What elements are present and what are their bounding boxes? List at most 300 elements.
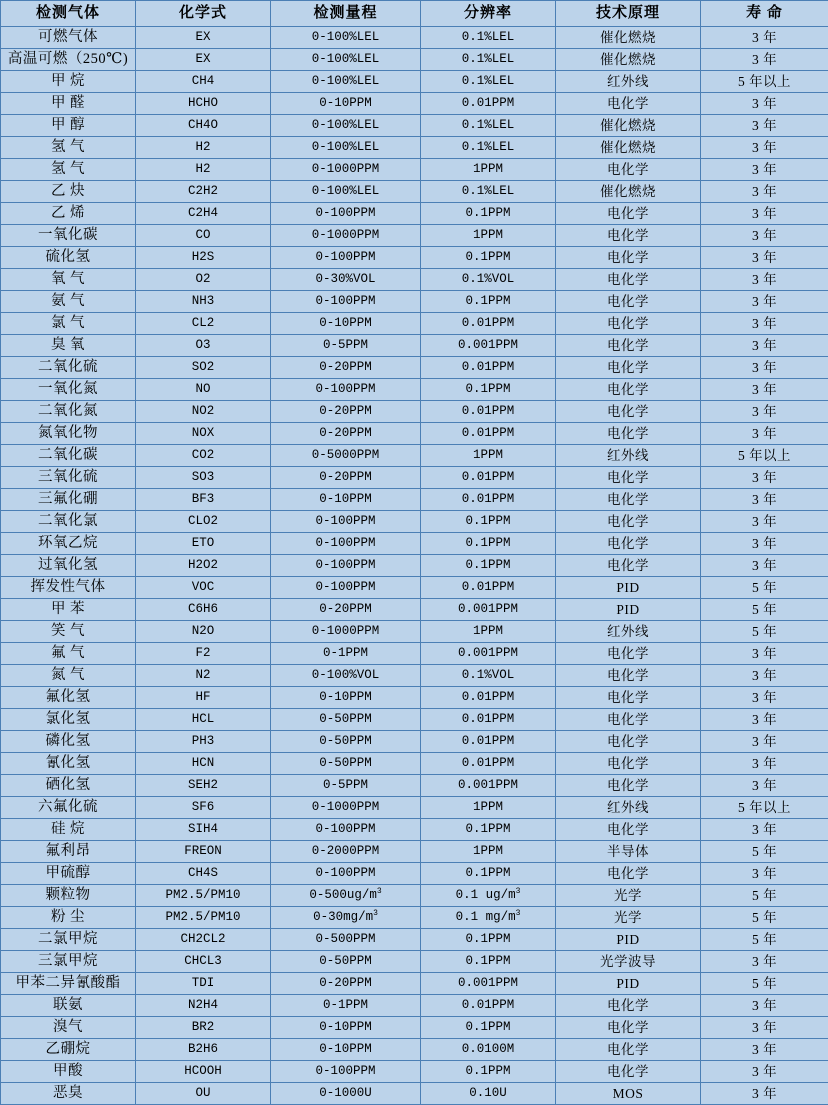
table-row: [1, 885, 828, 907]
cell-principle: 电化学: [556, 775, 701, 797]
cell-resolution: 0.01PPM: [421, 687, 556, 709]
table-row: [1, 951, 828, 973]
table-row: [1, 225, 828, 247]
cell-range: 0-100%LEL: [271, 115, 421, 137]
cell-life: 3 年: [701, 467, 828, 489]
table-row: [1, 775, 828, 797]
cell-life: 5 年: [701, 621, 828, 643]
cell-life: 5 年: [701, 929, 828, 951]
cell-resolution: 0.01PPM: [421, 731, 556, 753]
table-row: [1, 907, 828, 929]
cell-principle: 电化学: [556, 555, 701, 577]
cell-life: 3 年: [701, 181, 828, 203]
cell-principle: MOS: [556, 1083, 701, 1105]
cell-gas: 二氧化碳: [1, 445, 136, 467]
cell-range: 0-1PPM: [271, 643, 421, 665]
cell-formula: CO: [136, 225, 271, 247]
table-row: [1, 995, 828, 1017]
cell-life: 3 年: [701, 379, 828, 401]
cell-resolution: 0.1PPM: [421, 863, 556, 885]
cell-principle: 催化燃烧: [556, 27, 701, 49]
cell-formula: SEH2: [136, 775, 271, 797]
table-row: [1, 467, 828, 489]
cell-gas: 氰化氢: [1, 753, 136, 775]
cell-life: 3 年: [701, 731, 828, 753]
cell-formula: HCHO: [136, 93, 271, 115]
cell-resolution: 0.10U: [421, 1083, 556, 1105]
table-row: [1, 401, 828, 423]
cell-principle: 电化学: [556, 753, 701, 775]
cell-resolution: 1PPM: [421, 445, 556, 467]
cell-gas: 甲 醛: [1, 93, 136, 115]
cell-principle: 电化学: [556, 93, 701, 115]
cell-formula: HCL: [136, 709, 271, 731]
cell-resolution: 0.1PPM: [421, 555, 556, 577]
cell-range: 0-100PPM: [271, 555, 421, 577]
cell-resolution: 0.1PPM: [421, 819, 556, 841]
cell-resolution: 0.1PPM: [421, 379, 556, 401]
column-header-formula: 化学式: [136, 1, 271, 27]
cell-resolution: 0.1PPM: [421, 203, 556, 225]
cell-formula: H2: [136, 137, 271, 159]
cell-life: 3 年: [701, 291, 828, 313]
cell-range: 0-100PPM: [271, 247, 421, 269]
cell-formula: PM2.5/PM10: [136, 907, 271, 929]
cell-principle: 电化学: [556, 533, 701, 555]
cell-formula: CHCL3: [136, 951, 271, 973]
cell-principle: 电化学: [556, 489, 701, 511]
cell-life: 3 年: [701, 203, 828, 225]
cell-gas: 甲 醇: [1, 115, 136, 137]
table-row: [1, 27, 828, 49]
cell-gas: 氟化氢: [1, 687, 136, 709]
table-row: [1, 665, 828, 687]
cell-life: 3 年: [701, 423, 828, 445]
cell-resolution: 0.1PPM: [421, 1017, 556, 1039]
table-header: [1, 1, 828, 27]
cell-formula: SF6: [136, 797, 271, 819]
cell-gas: 乙 炔: [1, 181, 136, 203]
cell-principle: 半导体: [556, 841, 701, 863]
cell-formula: O2: [136, 269, 271, 291]
cell-life: 3 年: [701, 511, 828, 533]
cell-resolution: 1PPM: [421, 621, 556, 643]
cell-principle: 电化学: [556, 467, 701, 489]
cell-range: 0-100PPM: [271, 379, 421, 401]
table-row: [1, 489, 828, 511]
table-row: [1, 137, 828, 159]
cell-range: 0-50PPM: [271, 731, 421, 753]
cell-resolution: 0.1%LEL: [421, 181, 556, 203]
cell-gas: 甲硫醇: [1, 863, 136, 885]
cell-range: 0-500PPM: [271, 929, 421, 951]
cell-resolution: 0.0100M: [421, 1039, 556, 1061]
cell-range: 0-100%LEL: [271, 49, 421, 71]
cell-gas: 二氧化氯: [1, 511, 136, 533]
cell-principle: 电化学: [556, 687, 701, 709]
cell-principle: 电化学: [556, 401, 701, 423]
table-row: [1, 797, 828, 819]
cell-principle: 红外线: [556, 71, 701, 93]
table-row: [1, 49, 828, 71]
cell-range: 0-20PPM: [271, 401, 421, 423]
table-row: [1, 247, 828, 269]
table-row: [1, 115, 828, 137]
cell-resolution: 0.1PPM: [421, 533, 556, 555]
cell-gas: 过氧化氢: [1, 555, 136, 577]
cell-formula: H2: [136, 159, 271, 181]
cell-formula: NH3: [136, 291, 271, 313]
cell-resolution: 0.1%LEL: [421, 27, 556, 49]
cell-range: 0-100PPM: [271, 291, 421, 313]
cell-formula: C6H6: [136, 599, 271, 621]
cell-resolution: 0.01PPM: [421, 93, 556, 115]
cell-formula: SIH4: [136, 819, 271, 841]
cell-range: 0-5PPM: [271, 775, 421, 797]
cell-life: 5 年: [701, 599, 828, 621]
cell-principle: 电化学: [556, 819, 701, 841]
cell-life: 3 年: [701, 863, 828, 885]
table-row: [1, 445, 828, 467]
cell-gas: 二氯甲烷: [1, 929, 136, 951]
cell-life: 5 年: [701, 577, 828, 599]
cell-principle: 电化学: [556, 291, 701, 313]
cell-resolution: 0.1PPM: [421, 951, 556, 973]
cell-gas: 挥发性气体: [1, 577, 136, 599]
column-header-gas: 检测气体: [1, 1, 136, 27]
cell-life: 5 年: [701, 885, 828, 907]
cell-formula: EX: [136, 27, 271, 49]
cell-range: 0-100PPM: [271, 819, 421, 841]
table-row: [1, 687, 828, 709]
cell-gas: 恶臭: [1, 1083, 136, 1105]
cell-range: 0-10PPM: [271, 489, 421, 511]
cell-formula: VOC: [136, 577, 271, 599]
cell-life: 3 年: [701, 995, 828, 1017]
cell-resolution: 0.1 $mg/m^3$: [421, 907, 556, 929]
table-row: [1, 423, 828, 445]
cell-gas: 硅 烷: [1, 819, 136, 841]
cell-range: 0-10PPM: [271, 1017, 421, 1039]
cell-resolution: 1PPM: [421, 841, 556, 863]
cell-principle: 催化燃烧: [556, 181, 701, 203]
cell-resolution: 0.1PPM: [421, 247, 556, 269]
cell-resolution: 0.01PPM: [421, 709, 556, 731]
cell-principle: PID: [556, 599, 701, 621]
table-row: [1, 357, 828, 379]
cell-resolution: 0.1%LEL: [421, 115, 556, 137]
cell-formula: SO3: [136, 467, 271, 489]
table-row: [1, 863, 828, 885]
cell-range: 0-30%VOL: [271, 269, 421, 291]
cell-resolution: 1PPM: [421, 225, 556, 247]
cell-range: 0-5PPM: [271, 335, 421, 357]
table-row: [1, 181, 828, 203]
cell-life: 3 年: [701, 49, 828, 71]
cell-resolution: 0.1PPM: [421, 291, 556, 313]
cell-gas: 环氧乙烷: [1, 533, 136, 555]
cell-formula: HF: [136, 687, 271, 709]
cell-range: 0-100%LEL: [271, 137, 421, 159]
cell-gas: 氯 气: [1, 313, 136, 335]
cell-range: 0-100%LEL: [271, 181, 421, 203]
cell-principle: 红外线: [556, 445, 701, 467]
cell-range: 0-1000PPM: [271, 225, 421, 247]
cell-life: 3 年: [701, 247, 828, 269]
cell-resolution: 0.01PPM: [421, 357, 556, 379]
cell-resolution: 0.1 $ug/m^3$: [421, 885, 556, 907]
cell-resolution: 0.01PPM: [421, 753, 556, 775]
table-row: [1, 159, 828, 181]
table-row: [1, 643, 828, 665]
cell-range: 0-10PPM: [271, 313, 421, 335]
cell-gas: 三氟化硼: [1, 489, 136, 511]
cell-gas: 三氧化硫: [1, 467, 136, 489]
cell-range: 0-1000PPM: [271, 621, 421, 643]
cell-formula: F2: [136, 643, 271, 665]
cell-formula: CO2: [136, 445, 271, 467]
table-row: [1, 1061, 828, 1083]
cell-resolution: 0.1PPM: [421, 929, 556, 951]
cell-life: 3 年: [701, 1017, 828, 1039]
cell-range: 0-10PPM: [271, 1039, 421, 1061]
cell-resolution: 0.001PPM: [421, 599, 556, 621]
table-row: [1, 511, 828, 533]
cell-life: 5 年: [701, 907, 828, 929]
cell-gas: 磷化氢: [1, 731, 136, 753]
cell-principle: 电化学: [556, 731, 701, 753]
cell-range: 0-50PPM: [271, 951, 421, 973]
cell-range: 0-2000PPM: [271, 841, 421, 863]
cell-principle: 电化学: [556, 423, 701, 445]
cell-gas: 溴气: [1, 1017, 136, 1039]
cell-principle: 电化学: [556, 357, 701, 379]
cell-resolution: 0.001PPM: [421, 335, 556, 357]
cell-life: 3 年: [701, 643, 828, 665]
cell-life: 3 年: [701, 401, 828, 423]
cell-principle: 电化学: [556, 379, 701, 401]
cell-formula: C2H4: [136, 203, 271, 225]
cell-principle: PID: [556, 973, 701, 995]
cell-gas: 高温可燃（250℃): [1, 49, 136, 71]
table-header-row: [1, 1, 828, 27]
cell-principle: 电化学: [556, 511, 701, 533]
cell-principle: 电化学: [556, 1039, 701, 1061]
table-row: [1, 929, 828, 951]
cell-range: 0-100PPM: [271, 1061, 421, 1083]
cell-life: 3 年: [701, 555, 828, 577]
cell-life: 3 年: [701, 115, 828, 137]
cell-life: 5 年: [701, 973, 828, 995]
table-row: [1, 313, 828, 335]
cell-gas: 甲酸: [1, 1061, 136, 1083]
cell-gas: 二氧化硫: [1, 357, 136, 379]
cell-formula: H2O2: [136, 555, 271, 577]
cell-resolution: 0.01PPM: [421, 577, 556, 599]
cell-life: 3 年: [701, 357, 828, 379]
column-header-life: 寿 命: [701, 1, 828, 27]
cell-resolution: 0.01PPM: [421, 467, 556, 489]
cell-gas: 三氯甲烷: [1, 951, 136, 973]
cell-formula: C2H2: [136, 181, 271, 203]
cell-resolution: 0.1PPM: [421, 1061, 556, 1083]
cell-range: $0-500ug/m^3$: [271, 885, 421, 907]
cell-range: 0-20PPM: [271, 357, 421, 379]
cell-range: 0-1PPM: [271, 995, 421, 1017]
cell-gas: 乙 烯: [1, 203, 136, 225]
cell-principle: 红外线: [556, 797, 701, 819]
cell-range: 0-100PPM: [271, 863, 421, 885]
table-row: [1, 731, 828, 753]
cell-principle: 电化学: [556, 643, 701, 665]
cell-range: 0-100PPM: [271, 533, 421, 555]
cell-gas: 氯化氢: [1, 709, 136, 731]
cell-resolution: 0.01PPM: [421, 995, 556, 1017]
table-row: [1, 533, 828, 555]
table-row: [1, 203, 828, 225]
table-row: [1, 1017, 828, 1039]
cell-principle: 电化学: [556, 335, 701, 357]
cell-gas: 臭 氧: [1, 335, 136, 357]
cell-gas: 氮氧化物: [1, 423, 136, 445]
cell-resolution: 0.01PPM: [421, 401, 556, 423]
table-row: [1, 379, 828, 401]
table-row: [1, 973, 828, 995]
cell-gas: 六氟化硫: [1, 797, 136, 819]
cell-resolution: 0.1PPM: [421, 511, 556, 533]
table-row: [1, 269, 828, 291]
cell-range: 0-1000U: [271, 1083, 421, 1105]
cell-range: 0-100%LEL: [271, 71, 421, 93]
cell-formula: CH4S: [136, 863, 271, 885]
cell-range: 0-20PPM: [271, 467, 421, 489]
cell-range: 0-10PPM: [271, 687, 421, 709]
cell-life: 3 年: [701, 709, 828, 731]
cell-formula: BF3: [136, 489, 271, 511]
cell-life: 3 年: [701, 753, 828, 775]
cell-gas: 乙硼烷: [1, 1039, 136, 1061]
cell-life: 3 年: [701, 1061, 828, 1083]
cell-formula: CH2CL2: [136, 929, 271, 951]
cell-gas: 氢 气: [1, 137, 136, 159]
cell-life: 3 年: [701, 137, 828, 159]
cell-resolution: 1PPM: [421, 159, 556, 181]
column-header-principle: 技术原理: [556, 1, 701, 27]
cell-formula: O3: [136, 335, 271, 357]
cell-gas: 二氧化氮: [1, 401, 136, 423]
cell-principle: 电化学: [556, 225, 701, 247]
cell-principle: 催化燃烧: [556, 115, 701, 137]
cell-resolution: 0.1%VOL: [421, 269, 556, 291]
cell-gas: 甲 苯: [1, 599, 136, 621]
cell-life: 3 年: [701, 951, 828, 973]
cell-formula: HCOOH: [136, 1061, 271, 1083]
cell-gas: 可燃气体: [1, 27, 136, 49]
cell-formula: CH4: [136, 71, 271, 93]
cell-principle: 红外线: [556, 621, 701, 643]
table-row: [1, 335, 828, 357]
cell-principle: 电化学: [556, 863, 701, 885]
cell-formula: N2O: [136, 621, 271, 643]
cell-resolution: 0.01PPM: [421, 423, 556, 445]
cell-range: 0-100%VOL: [271, 665, 421, 687]
cell-range: 0-20PPM: [271, 423, 421, 445]
cell-formula: OU: [136, 1083, 271, 1105]
cell-gas: 氨 气: [1, 291, 136, 313]
cell-principle: 电化学: [556, 665, 701, 687]
cell-range: 0-50PPM: [271, 709, 421, 731]
cell-resolution: 0.01PPM: [421, 489, 556, 511]
cell-gas: 联氨: [1, 995, 136, 1017]
cell-formula: NOX: [136, 423, 271, 445]
cell-range: 0-5000PPM: [271, 445, 421, 467]
cell-resolution: 0.1%LEL: [421, 49, 556, 71]
cell-gas: 颗粒物: [1, 885, 136, 907]
cell-formula: FREON: [136, 841, 271, 863]
cell-range: 0-1000PPM: [271, 797, 421, 819]
cell-principle: 光学波导: [556, 951, 701, 973]
table-row: [1, 1039, 828, 1061]
cell-range: 0-20PPM: [271, 599, 421, 621]
cell-formula: SO2: [136, 357, 271, 379]
cell-principle: 电化学: [556, 709, 701, 731]
cell-principle: 催化燃烧: [556, 49, 701, 71]
cell-formula: HCN: [136, 753, 271, 775]
cell-life: 5 年: [701, 841, 828, 863]
table-row: [1, 93, 828, 115]
cell-formula: NO: [136, 379, 271, 401]
cell-life: 3 年: [701, 93, 828, 115]
cell-life: 5 年以上: [701, 797, 828, 819]
cell-principle: 电化学: [556, 313, 701, 335]
cell-principle: 光学: [556, 907, 701, 929]
cell-resolution: 0.001PPM: [421, 643, 556, 665]
cell-gas: 硒化氢: [1, 775, 136, 797]
cell-gas: 笑 气: [1, 621, 136, 643]
cell-life: 3 年: [701, 775, 828, 797]
cell-formula: CL2: [136, 313, 271, 335]
cell-formula: TDI: [136, 973, 271, 995]
cell-life: 3 年: [701, 159, 828, 181]
cell-life: 3 年: [701, 269, 828, 291]
cell-principle: PID: [556, 577, 701, 599]
cell-principle: 电化学: [556, 1017, 701, 1039]
cell-range: 0-100PPM: [271, 203, 421, 225]
cell-formula: PH3: [136, 731, 271, 753]
table-row: [1, 753, 828, 775]
cell-principle: 电化学: [556, 247, 701, 269]
cell-life: 3 年: [701, 313, 828, 335]
cell-life: 3 年: [701, 225, 828, 247]
cell-resolution: 0.001PPM: [421, 973, 556, 995]
cell-principle: PID: [556, 929, 701, 951]
cell-range: 0-100PPM: [271, 577, 421, 599]
cell-life: 3 年: [701, 489, 828, 511]
table-row: [1, 621, 828, 643]
cell-resolution: 0.001PPM: [421, 775, 556, 797]
cell-formula: B2H6: [136, 1039, 271, 1061]
table-row: [1, 555, 828, 577]
cell-resolution: 0.1%LEL: [421, 71, 556, 93]
cell-formula: ETO: [136, 533, 271, 555]
cell-range: 0-1000PPM: [271, 159, 421, 181]
table-row: [1, 577, 828, 599]
cell-gas: 氧 气: [1, 269, 136, 291]
cell-gas: 氢 气: [1, 159, 136, 181]
table-row: [1, 1083, 828, 1105]
table-row: [1, 599, 828, 621]
cell-range: 0-10PPM: [271, 93, 421, 115]
